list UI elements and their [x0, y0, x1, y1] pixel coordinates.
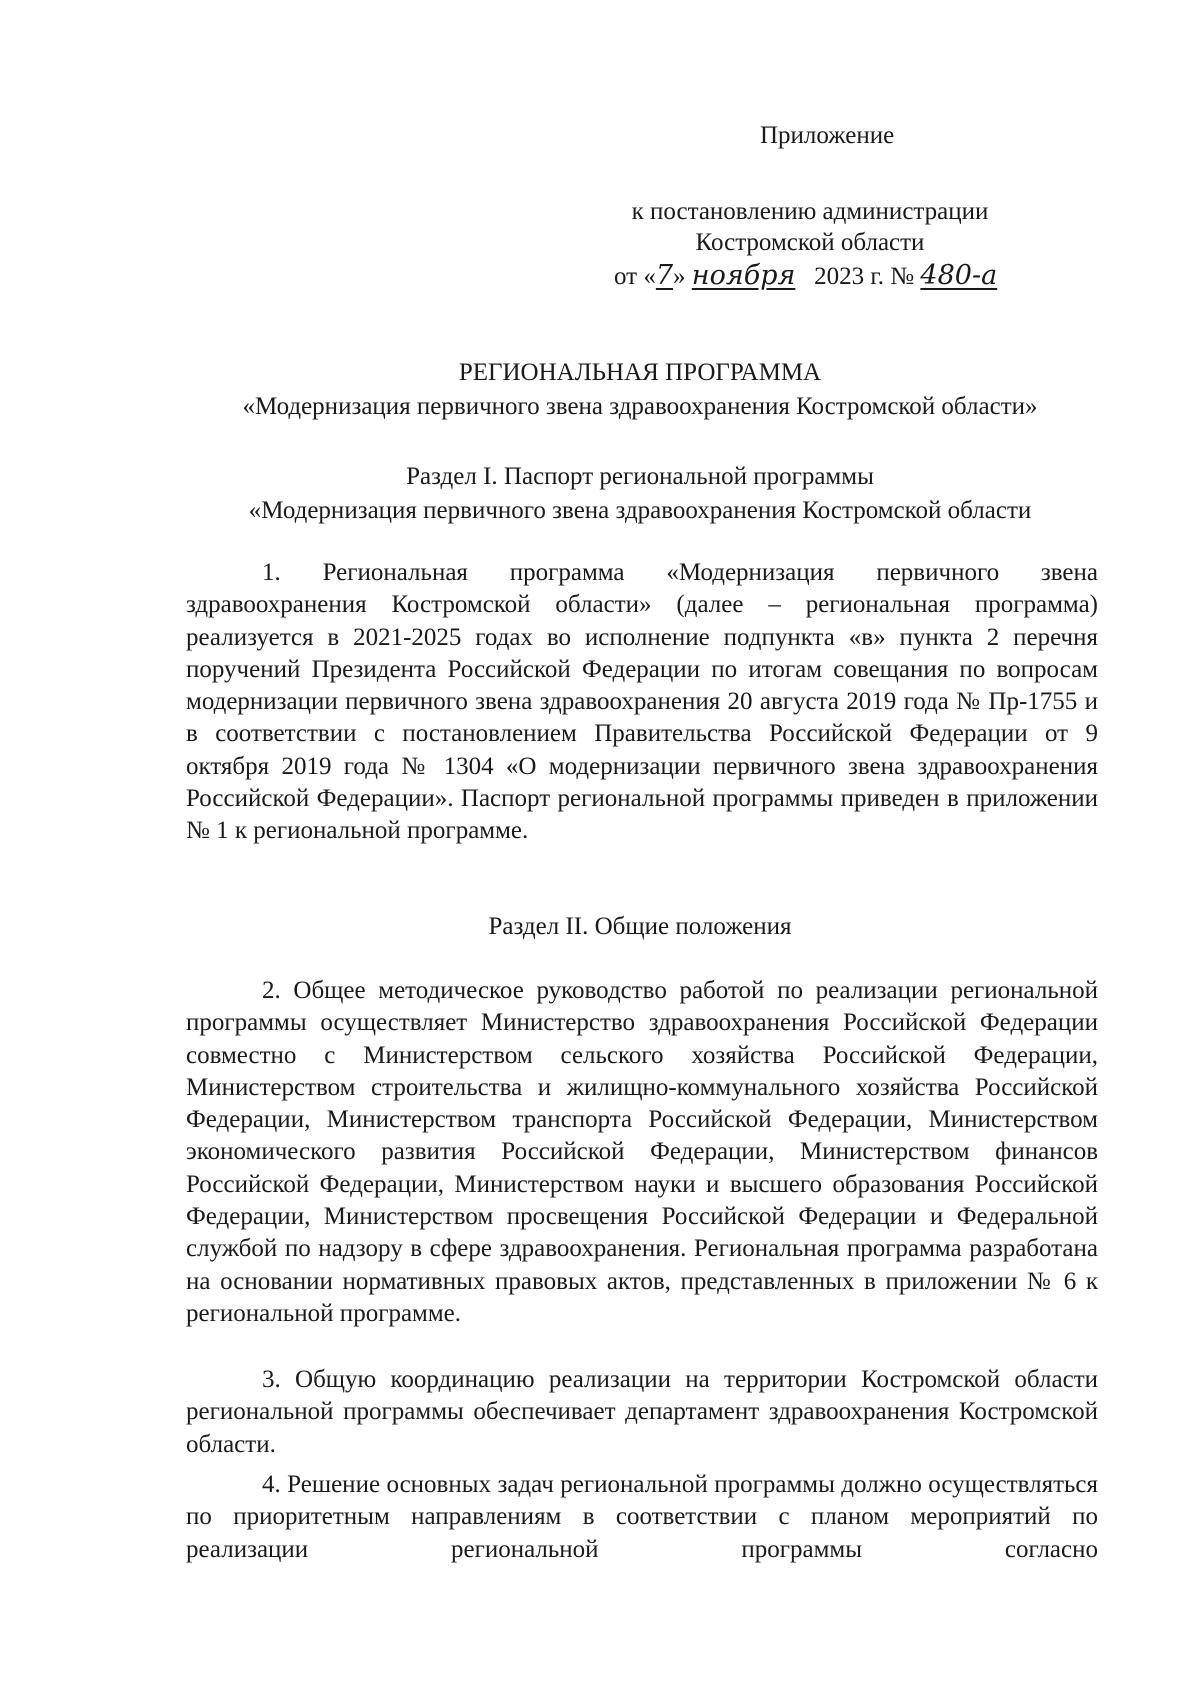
decree-date-line	[614, 260, 997, 291]
date-prefix: от «	[614, 263, 656, 290]
decree-line-2: Костромской области	[695, 229, 925, 256]
handwritten-month: ноября	[691, 260, 796, 291]
section-1-subheading: «Модернизация первичного звена здравоохранения Костромской области	[248, 497, 1032, 524]
decree-reference	[560, 196, 1060, 258]
appendix-label: Приложение	[760, 122, 895, 149]
program-title: РЕГИОНАЛЬНАЯ ПРОГРАММА	[458, 359, 822, 386]
decree-line-1: к постановлению администрации	[631, 198, 989, 225]
paragraph-1: 1. Региональная программа «Модернизация первичного звена здравоохранения Костромской области» (далее – региональная программа) реализуется в 2021-2025 годах во исполнение подпункта «в» пункта 2 перечня поручений Президента Российской Федерации по итогам совещания по вопросам модернизации первичного звена здравоохранения 20 августа 2019 года № Пр-1755 и в соответствии с постановлением Правительства Российской Федерации от 9 октября 2019 года № 1304 «О модернизации первичного звена здравоохранения Российской Федерации». Паспорт региональной программы приведен в приложении № 1 к региональной программе.	[186, 559, 1098, 845]
section-1-heading: Раздел I. Паспорт региональной программы	[406, 463, 874, 490]
paragraph-4: 4. Решение основных задач региональной программы должно осуществляться по приоритетным направлениям в соответствии с планом мероприятий по реализации региональной программы согласно	[186, 1471, 1098, 1563]
handwritten-day: 7	[655, 260, 674, 291]
paragraph-3: 3. Общую координацию реализации на территории Костромской области региональной программы обеспечивает департамент здравоохранения Костромской области.	[186, 1366, 1098, 1458]
program-subtitle: «Модернизация первичного звена здравоохранения Костромской области»	[242, 393, 1038, 420]
paragraph-2: 2. Общее методическое руководство работой по реализации региональной программы осуществляет Министерство здравоохранения Российской Федерации совместно с Министерством сельского хозяйства Российской Федерации, Министерством строительства и жилищно-коммунального хозяйства Российской Федерации, Министерством транспорта Российской Федерации, Министерством экономического развития Российской Федерации, Министерством финансов Российской Федерации, Министерством науки и высшего образования Российской Федерации, Министерством просвещения Российской Федерации и Федеральной службой по надзору в сфере здравоохранения. Региональная программа разработана на основании нормативных правовых актов, представленных в приложении № 6 к региональной программе.	[186, 977, 1098, 1327]
handwritten-number: 480-а	[920, 260, 998, 291]
section-2-heading: Раздел II. Общие положения	[488, 913, 792, 940]
date-year: 2023 г. №	[814, 263, 915, 290]
date-mid: »	[673, 263, 686, 290]
